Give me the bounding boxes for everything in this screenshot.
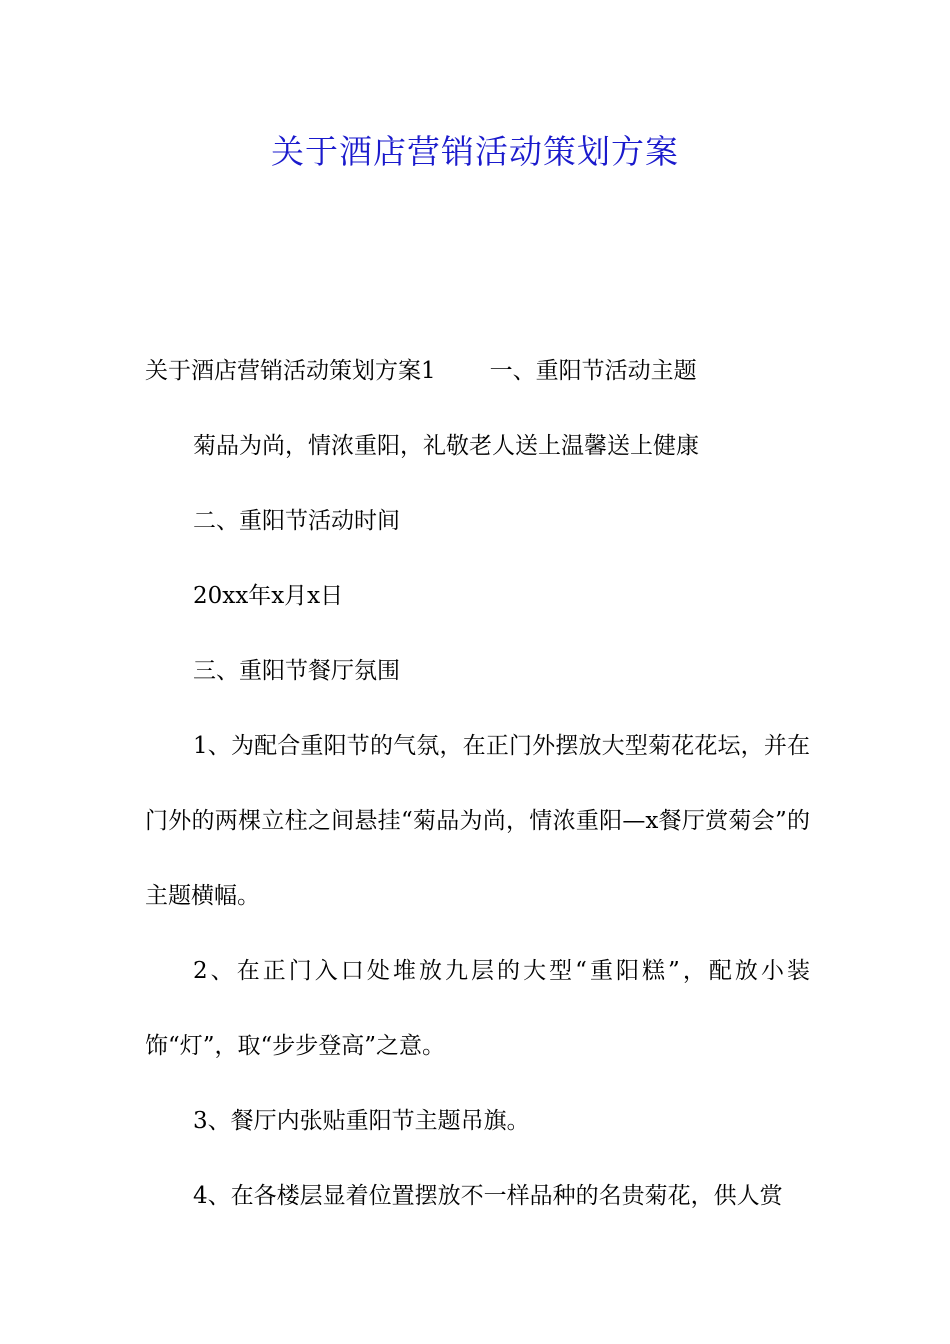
plan-heading: 关于酒店营销活动策划方案1: [145, 358, 436, 384]
paragraph-item-2: 2、在正门入口处堆放九层的大型“重阳糕”，配放小装饰“灯”，取“步步登高”之意。: [145, 958, 810, 1059]
paragraph-item-1: 1、为配合重阳节的气氛，在正门外摆放大型菊花花坛，并在门外的两棵立柱之间悬挂“菊品为尚，情浓重阳—x餐厅赏菊会”的主题横幅。: [145, 733, 810, 909]
paragraph-item-4: 4、在各楼层显着位置摆放不一样品种的名贵菊花，供人赏: [193, 1183, 783, 1209]
paragraph-item-3: 3、餐厅内张贴重阳节主题吊旗。: [193, 1108, 530, 1134]
document-body: [145, 334, 810, 1234]
section-heading-theme: 一、重阳节活动主题: [489, 358, 697, 384]
section-heading-atmosphere: 三、重阳节餐厅氛围: [193, 658, 400, 684]
paragraph-date: 20xx年x月x日: [193, 583, 344, 609]
paragraph-theme-text: 菊品为尚，情浓重阳，礼敬老人送上温馨送上健康: [193, 433, 699, 459]
document-title: 关于酒店营销活动策划方案: [271, 132, 679, 171]
section-heading-time: 二、重阳节活动时间: [193, 508, 400, 534]
paragraph-intro: [145, 334, 810, 409]
